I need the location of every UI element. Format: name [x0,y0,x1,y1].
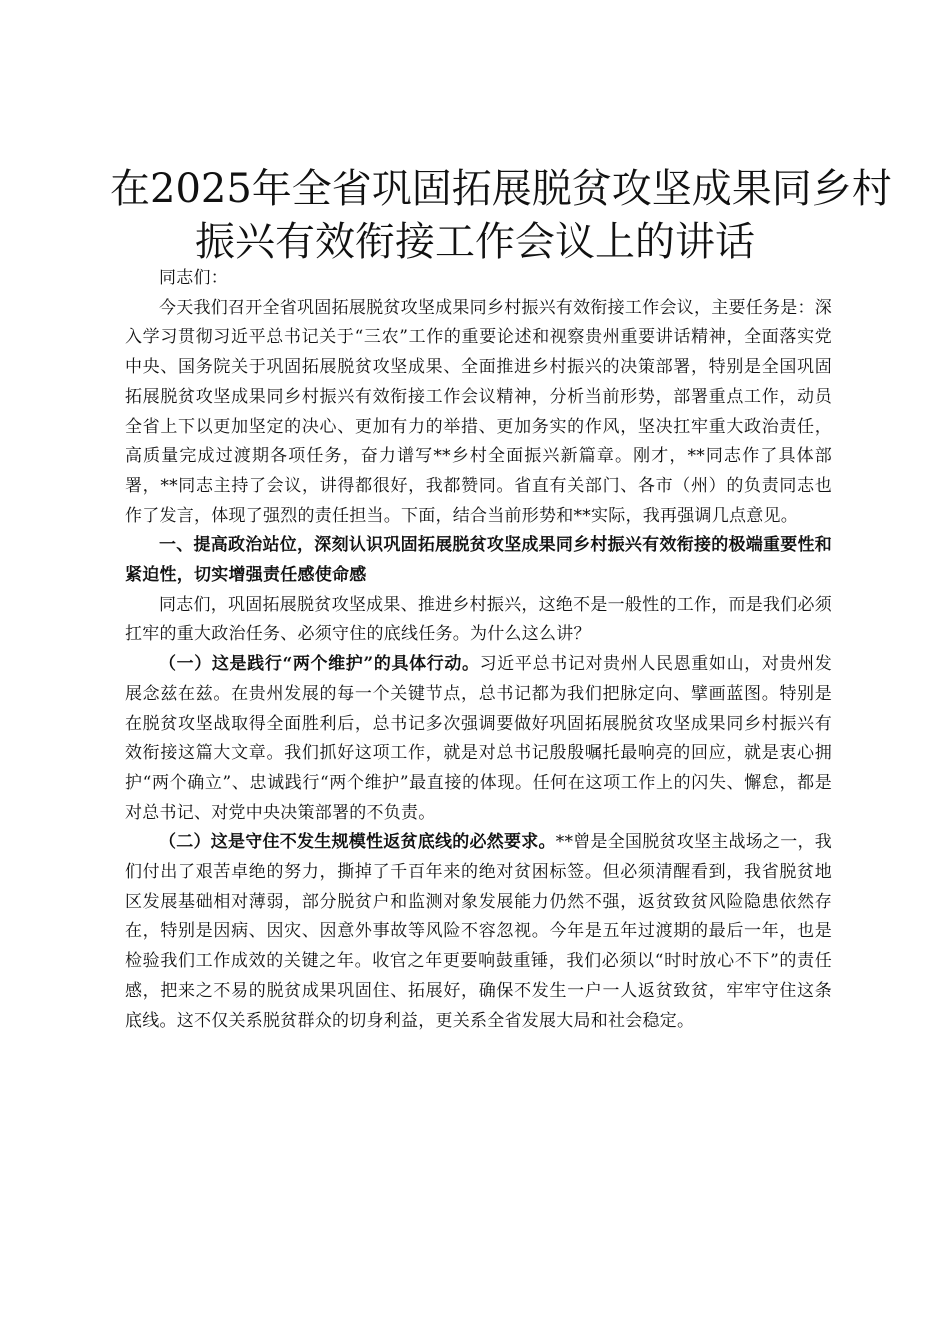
intro-paragraph: 今天我们召开全省巩固拓展脱贫攻坚成果同乡村振兴有效衔接工作会议，主要任务是：深入学习贯彻习近平总书记关于“三农”工作的重要论述和视察贵州重要讲话精神，全面落实党中央、国务院关于巩固拓展脱贫攻坚成果、全面推进乡村振兴的决策部署，特别是全国巩固拓展脱贫攻坚成果同乡村振兴有效衔接工作会议精神，分析当前形势，部署重点工作，动员全省上下以更加坚定的决心、更加有力的举措、更加务实的作风，坚决扛牢重大政治责任，高质量完成过渡期各项任务，奋力谱写**乡村全面振兴新篇章。刚才，**同志作了具体部署，**同志主持了会议，讲得都很好，我都赞同。省直有关部门、各市（州）的负责同志也作了发言，体现了强烈的责任担当。下面，结合当前形势和**实际，我再强调几点意见。 [125,297,832,526]
document-body [125,264,832,1036]
point-2-body: **曾是全国脱贫攻坚主战场之一，我们付出了艰苦卓绝的努力，撕掉了千百年来的绝对贫困标签。但必须清醒看到，我省脱贫地区发展基础相对薄弱，部分脱贫户和监测对象发展能力仍然不强，返贫致贫风险隐患依然存在，特别是因病、因灾、因意外事故等风险不容忽视。今年是五年过渡期的最后一年，也是检验我们工作成效的关键之年。收官之年更要响鼓重锤，我们必须以“时时放心不下”的责任感，把来之不易的脱贫成果巩固住、拓展好，确保不发生一户一人返贫致贫，牢牢守住这条底线。这不仅关系脱贫群众的切身利益，更关系全省发展大局和社会稳定。 [125,832,832,1031]
section-1-heading: 一、提高政治站位，深刻认识巩固拓展脱贫攻坚成果同乡村振兴有效衔接的极端重要性和紧迫性，切实增强责任感使命感 [125,535,832,586]
salutation: 同志们： [159,268,228,288]
point-1-paragraph [125,650,832,828]
point-1-lead: （一）这是践行“两个维护”的具体行动。 [159,654,480,675]
title-line-2: 振兴有效衔接工作会议上的讲话 [195,219,755,265]
point-2-lead: （二）这是守住不发生规模性返贫底线的必然要求。 [159,832,556,853]
title-line-1: 在2025年全省巩固拓展脱贫攻坚成果同乡村 [110,166,892,212]
document-title [110,163,892,269]
section-1-intro-paragraph: 同志们，巩固拓展脱贫攻坚成果、推进乡村振兴，这绝不是一般性的工作，而是我们必须扛牢的重大政治任务、必须守住的底线任务。为什么这么讲？ [125,594,832,645]
point-1-body: 习近平总书记对贵州人民恩重如山，对贵州发展念兹在兹。在贵州发展的每一个关键节点，总书记都为我们把脉定向、擘画蓝图。特别是在脱贫攻坚战取得全面胜利后，总书记多次强调要做好巩固拓展脱贫攻坚成果同乡村振兴有效衔接这篇大文章。我们抓好这项工作，就是对总书记殷殷嘱托最响亮的回应，就是衷心拥护“两个确立”、忠诚践行“两个维护”最直接的体现。任何在这项工作上的闪失、懈怠，都是对总书记、对党中央决策部署的不负责。 [125,654,832,823]
point-2-paragraph [125,828,832,1036]
